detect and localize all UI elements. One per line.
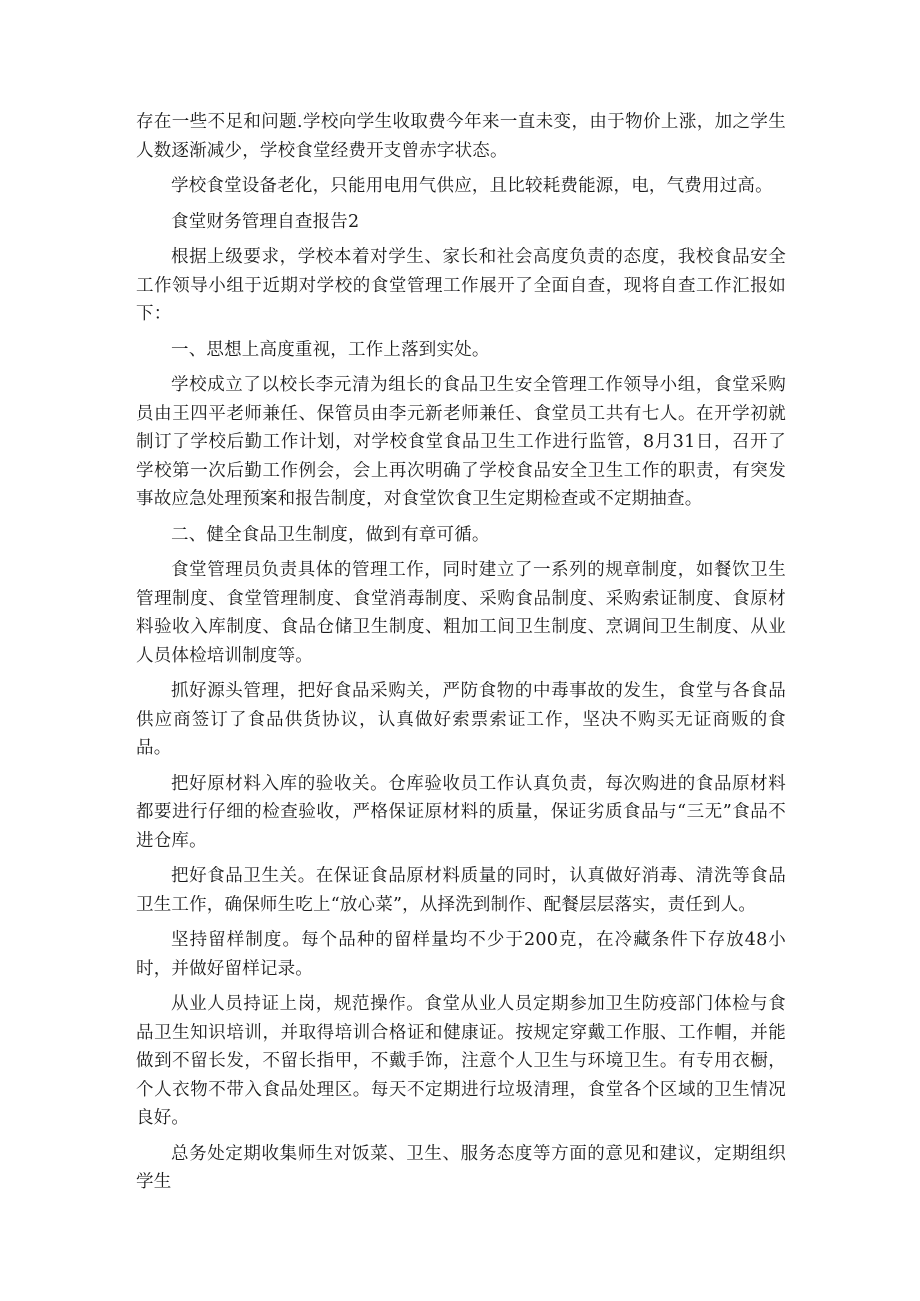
paragraph-hygiene: 把好食品卫生关。在保证食品原材料质量的同时，认真做好消毒、清洗等食品卫生工作，确保师生吃上“放心菜”，从择洗到制作、配餐层层落实，责任到人。 [136,866,786,915]
paragraph-feedback: 总务处定期收集师生对饭菜、卫生、服务态度等方面的意见和建议，定期组织学生 [136,1143,786,1192]
paragraph-sampling: 坚持留样制度。每个品种的留样量均不少于200克，在冷藏条件下存放48小时，并做好留样记录。 [136,930,786,979]
paragraph-equipment: 学校食堂设备老化，只能用电用气供应，且比较耗费能源，电，气费用过高。 [171,176,773,196]
paragraph-inspection: 把好原材料入库的验收关。仓库验收员工作认真负责，每次购进的食品原材料都要进行仔细的检查验收，严格保证原材料的质量，保证劣质食品与“三无”食品不进仓库。 [136,773,786,851]
paragraph-intro: 根据上级要求，学校本着对学生、家长和社会高度负责的态度，我校食品安全工作领导小组于近期对学校的食堂管理工作展开了全面自查，现将自查工作汇报如下： [136,247,786,324]
section-heading-1: 一、思想上高度重视，工作上落到实处。 [171,339,490,360]
paragraph-procurement: 抓好源头管理，把好食品采购关，严防食物的中毒事故的发生，食堂与各食品供应商签订了食品供货协议，认真做好索票索证工作，坚决不购买无证商贩的食品。 [136,681,786,758]
document-body [136,108,786,1204]
paragraph-rules: 食堂管理员负责具体的管理工作，同时建立了一系列的规章制度，如餐饮卫生管理制度、食堂管理制度、食堂消毒制度、采购食品制度、采购索证制度、食原材料验收入库制度、食品仓储卫生制度、粗加工间卫生制度、烹调间卫生制度、从业人员体检培训制度等。 [136,560,786,666]
paragraph-continued: 存在一些不足和问题.学校向学生收取费今年来一直未变，由于物价上涨，加之学生人数逐渐减少，学校食堂经费开支曾赤字状态。 [136,112,786,161]
section-heading-2: 二、健全食品卫生制度，做到有章可循。 [171,524,490,545]
report-heading: 食堂财务管理自查报告2 [171,211,360,232]
paragraph-staff: 从业人员持证上岗，规范操作。食堂从业人员定期参加卫生防疫部门体检与食品卫生知识培训，并取得培训合格证和健康证。按规定穿戴工作服、工作帽，并能做到不留长发，不留长指甲，不戴手饰，注意个人卫生与环境卫生。有专用衣橱，个人衣物不带入食品处理区。每天不定期进行垃圾清理，食堂各个区域的卫生情况良好。 [136,994,786,1128]
paragraph-leadership: 学校成立了以校长李元清为组长的食品卫生安全管理工作领导小组，食堂采购员由王四平老师兼任、保管员由李元新老师兼任、食堂员工共有七人。在开学初就制订了学校后勤工作计划，对学校食堂食品卫生工作进行监管，8月31日，召开了学校第一次后勤工作例会，会上再次明确了学校食品安全卫生工作的职责，有突发事故应急处理预案和报告制度，对食堂饮食卫生定期检查或不定期抽查。 [136,375,786,509]
